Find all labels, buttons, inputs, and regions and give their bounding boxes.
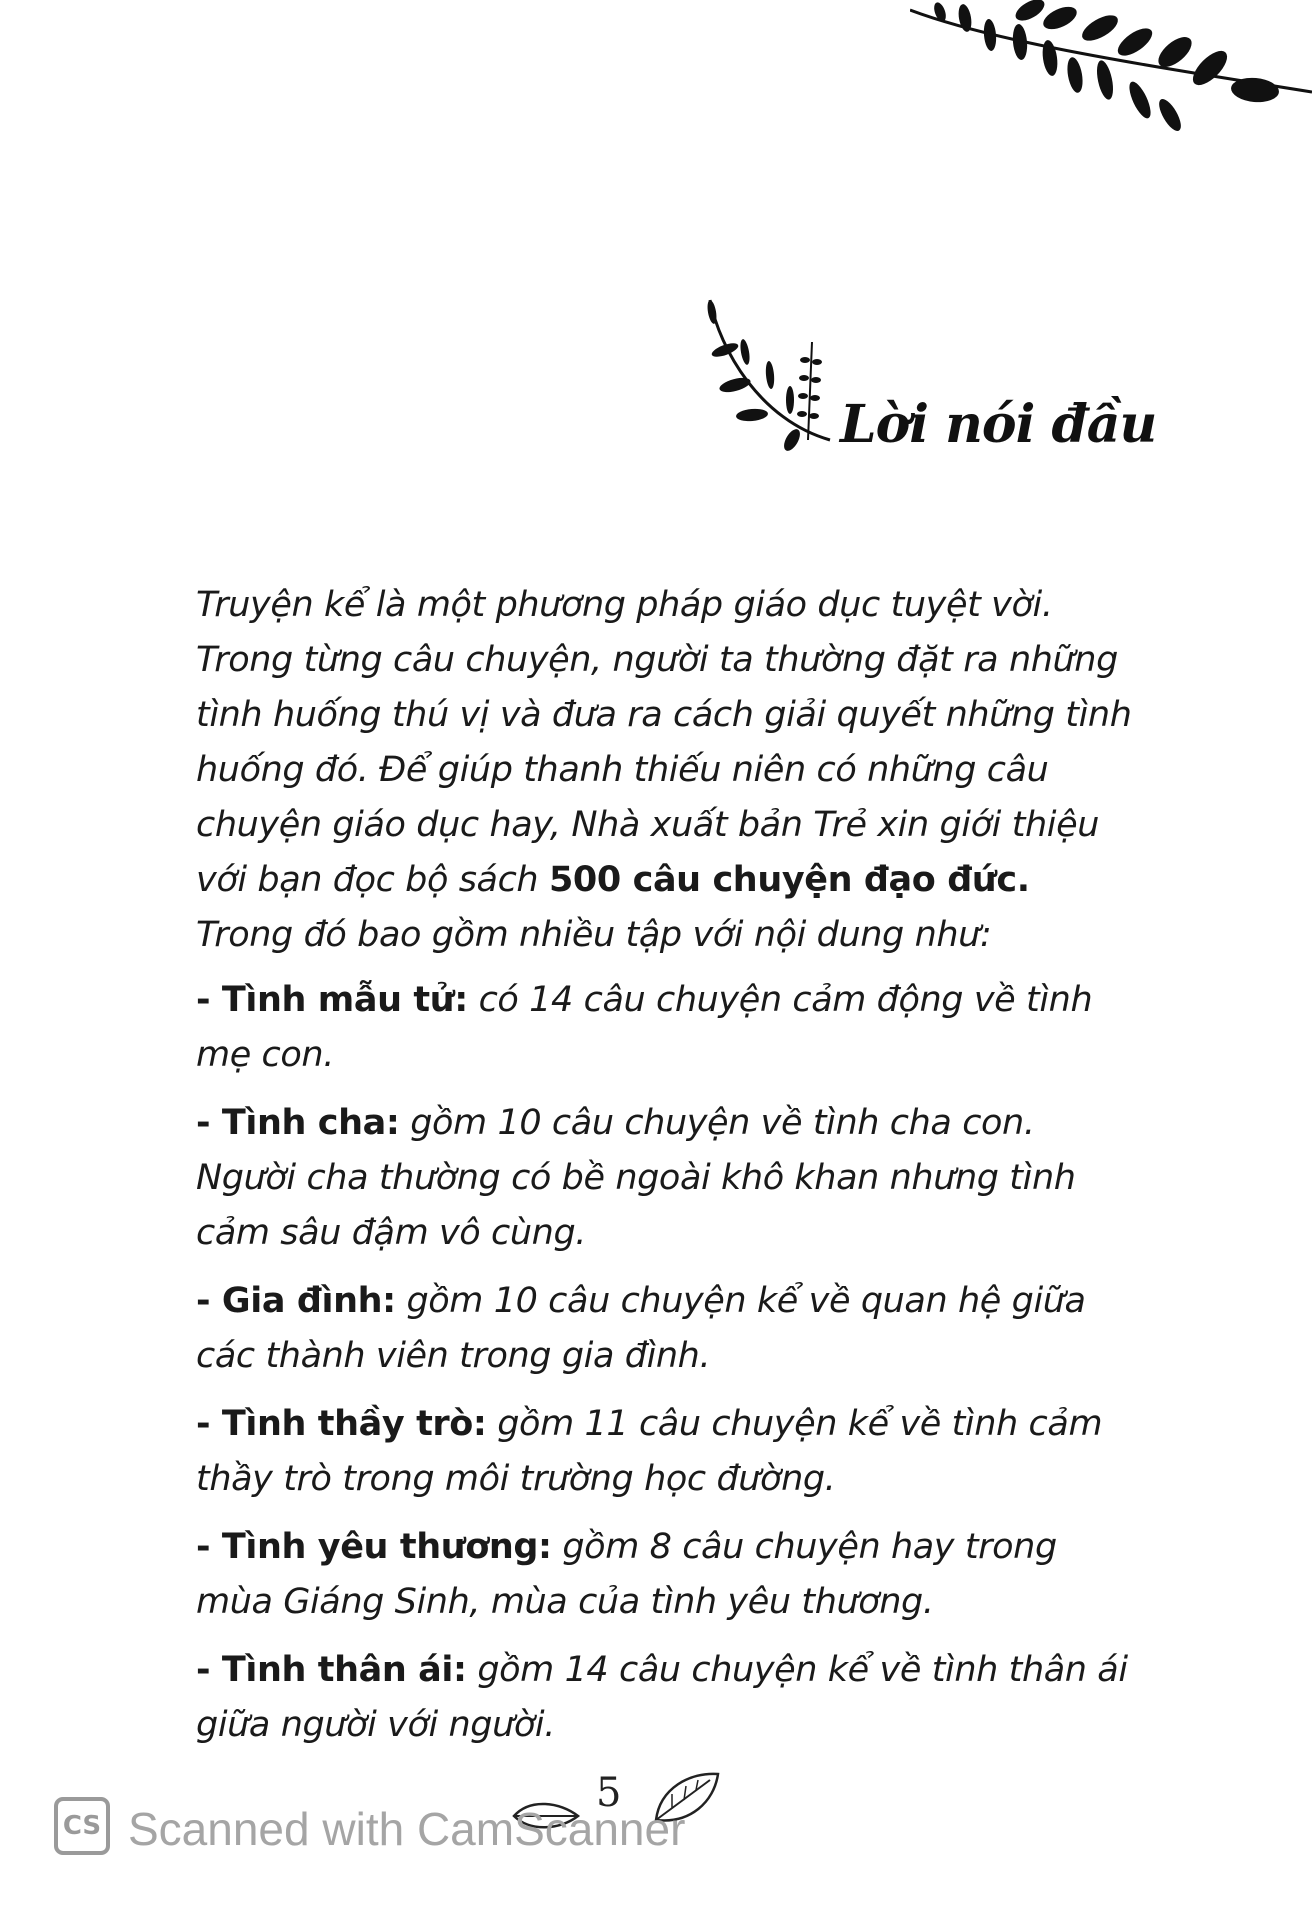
list-item [196,1397,1136,1507]
camscanner-logo: CS [54,1797,110,1855]
item-text: gồm 10 câu chuyện về tình cha con. Người cha thường có bề ngoài khô khan nhưng tình cảm sâu đậm vô cùng. [196,1103,1076,1253]
item-text: gồm 11 câu chuyện kể về tình cảm thầy trò trong môi trường học đường. [196,1404,1103,1499]
item-label: - Tình thầy trò: [196,1404,487,1444]
intro-text-after: Trong đó bao gồm nhiều tập với nội dung như: [196,915,992,955]
book-name: 500 câu chuyện đạo đức. [548,860,1030,900]
item-label: - Tình thân ái: [196,1650,467,1690]
list-item [196,1096,1136,1261]
intro-paragraph [196,578,1136,963]
item-text: gồm 8 câu chuyện hay trong mùa Giáng Sinh, mùa của tình yêu thương. [196,1527,1057,1622]
item-label: - Gia đình: [196,1281,396,1321]
intro-text-before: Truyện kể là một phương pháp giáo dục tuyệt vời. Trong từng câu chuyện, người ta thường đặt ra những tình huống thú vị và đưa ra cách giải quyết những tình huống đó. Để giúp thanh thiếu niên có những câu chuyện giáo dục hay, Nhà xuất bản Trẻ xin giới thiệu với bạn đọc bộ sách [196,585,1132,900]
list-item [196,1274,1136,1384]
item-text: gồm 10 câu chuyện kể về quan hệ giữa các thành viên trong gia đình. [196,1281,1086,1376]
title-block [700,290,1160,460]
item-text: có 14 câu chuyện cảm động về tình mẹ con. [196,980,1093,1075]
page-title: Lời nói đầu [840,394,1157,455]
body-text [196,578,1136,1766]
item-label: - Tình mẫu tử: [196,980,468,1020]
page-number: 5 [596,1770,622,1816]
item-label: - Tình yêu thương: [196,1527,552,1567]
leaf-sprig-icon [700,290,850,460]
list-item [196,1643,1136,1753]
leafy-vine-icon [910,0,1312,140]
list-item [196,1520,1136,1630]
scanner-watermark: Scanned with CamScanner [128,1803,686,1855]
item-text: gồm 14 câu chuyện kể về tình thân ái giữa người với người. [196,1650,1128,1745]
item-label: - Tình cha: [196,1103,400,1143]
list-item [196,973,1136,1083]
